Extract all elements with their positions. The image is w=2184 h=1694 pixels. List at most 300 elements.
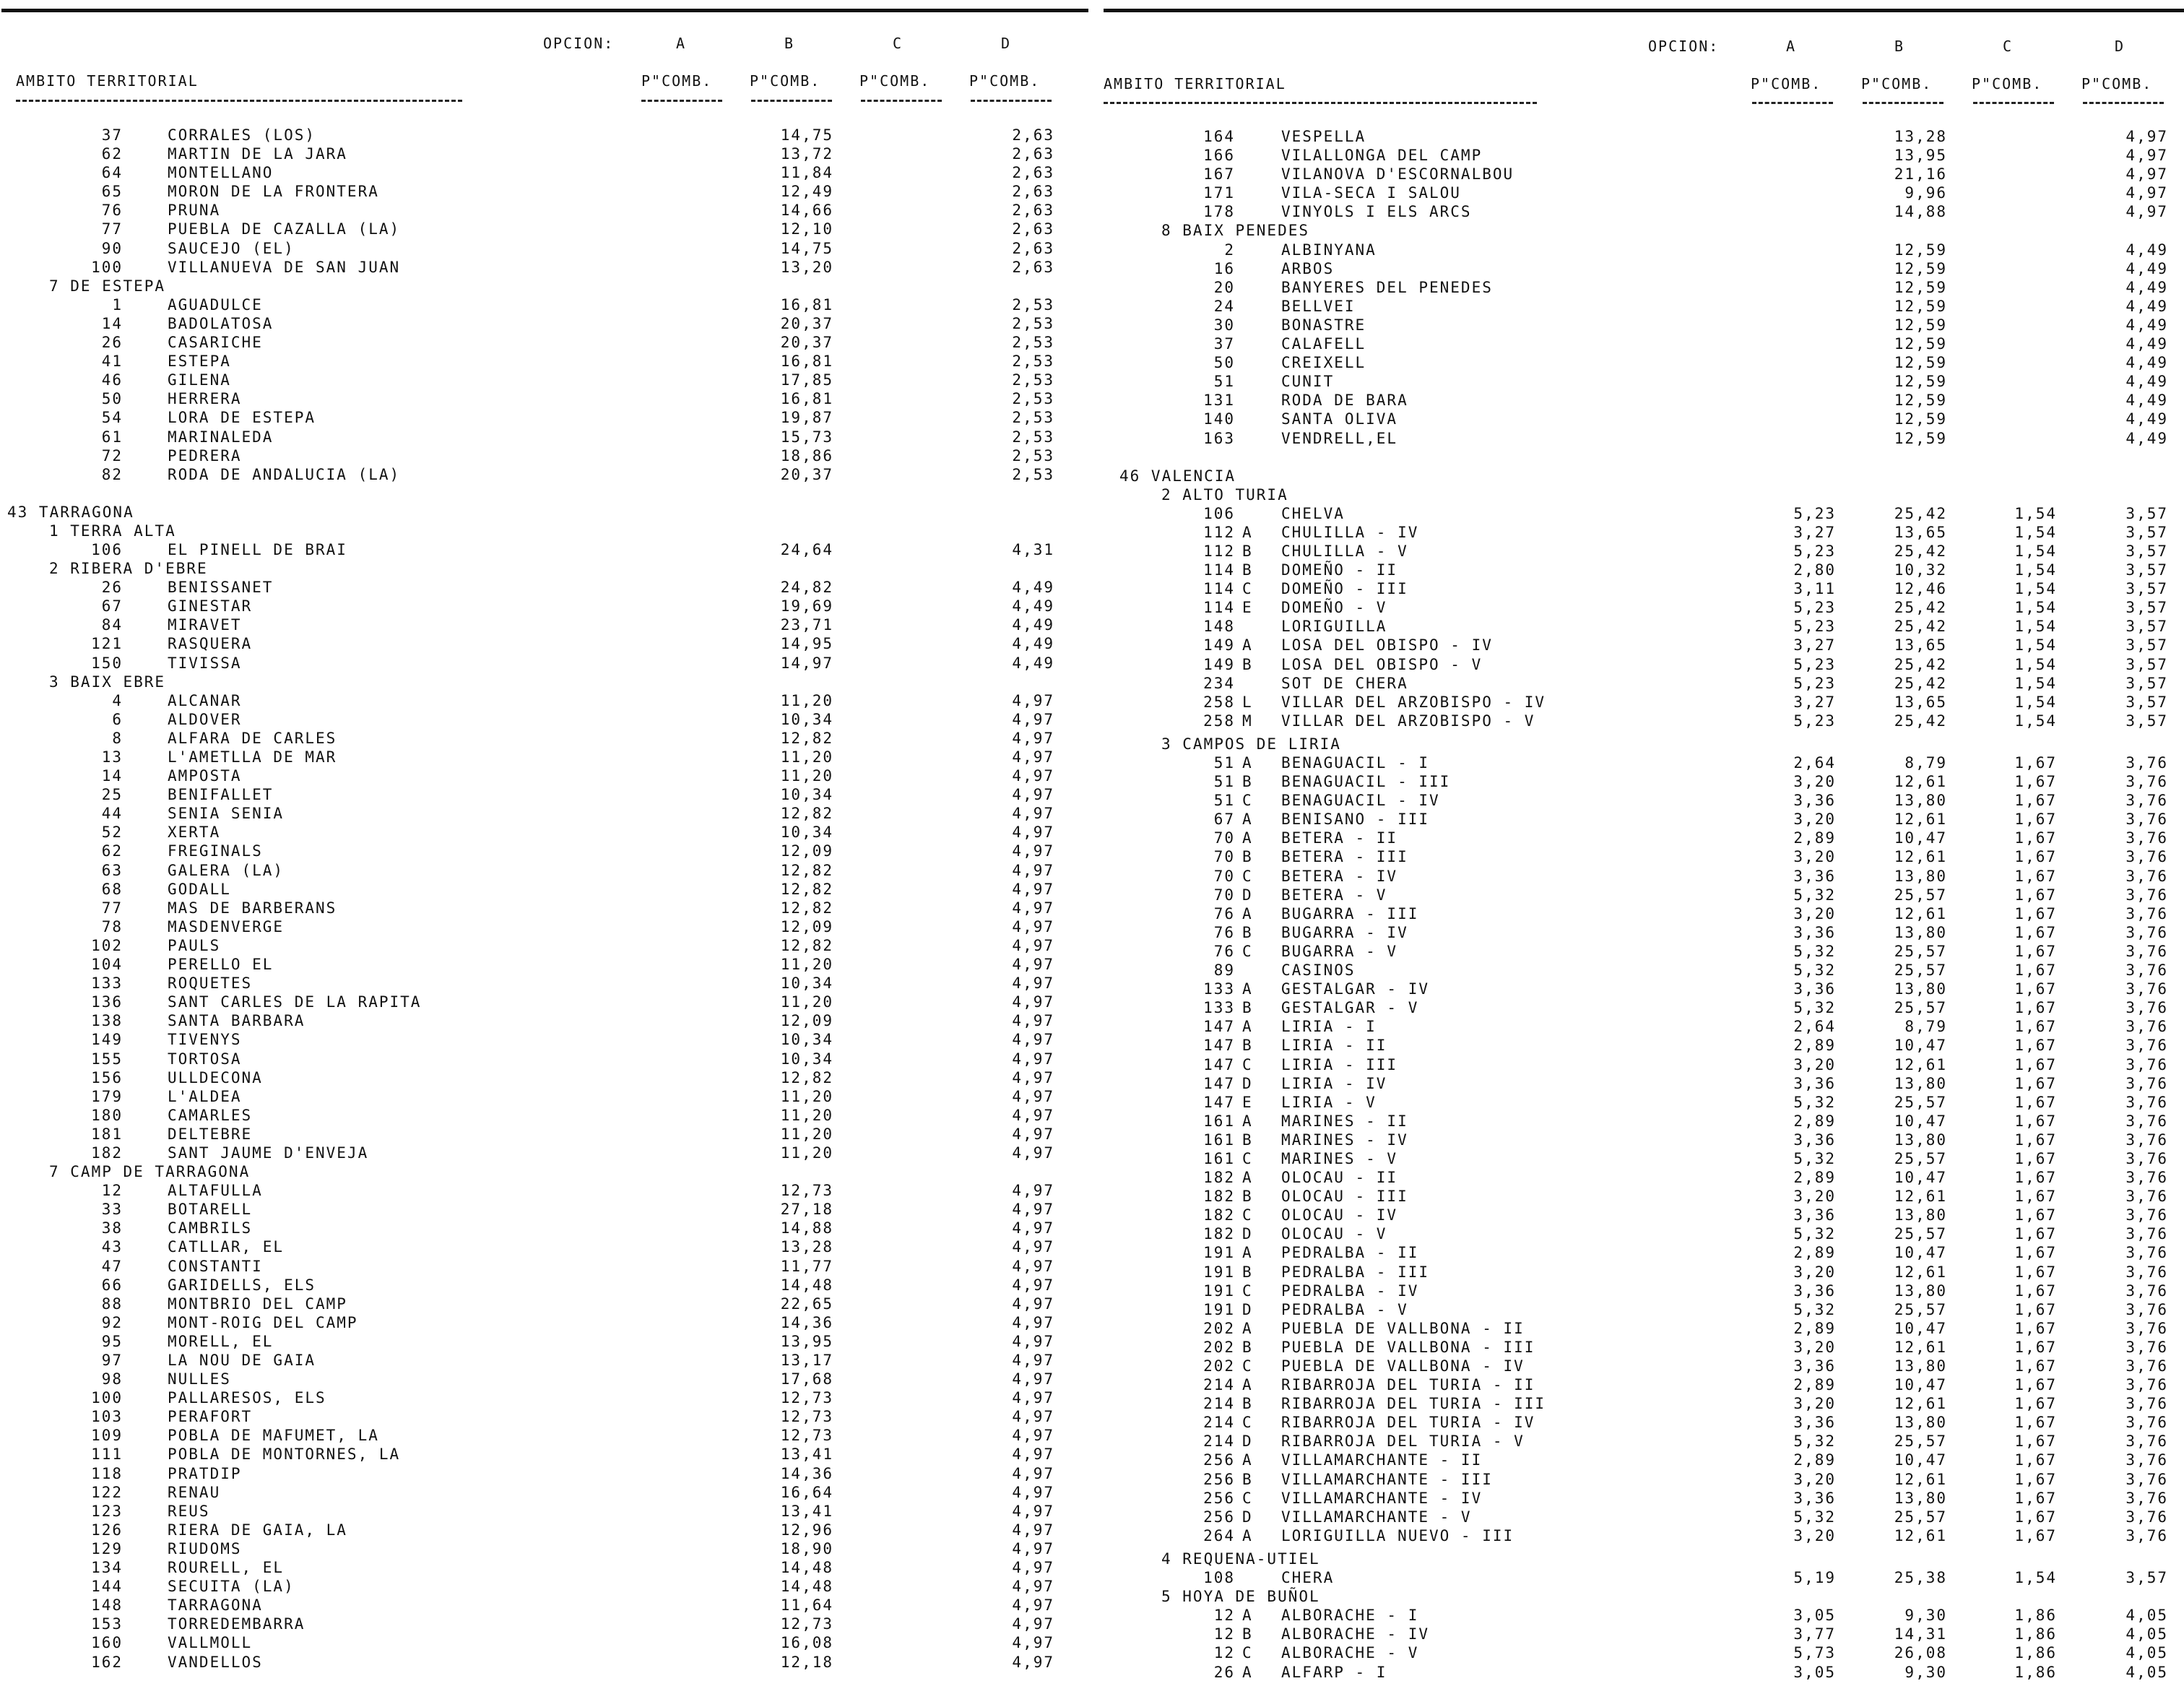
table-row: [0, 1011, 1092, 1030]
municipality-name: SANT CARLES DE LA RAPITA: [168, 993, 422, 1011]
municipality-name: LORA DE ESTEPA: [168, 409, 316, 427]
value-d: 3,76: [2126, 999, 2168, 1017]
value-b: 9,96: [1904, 184, 1947, 202]
value-b: 12,61: [1894, 1055, 1947, 1073]
municipality-code: 182: [1203, 1169, 1235, 1187]
municipality-name: FREGINALS: [168, 842, 263, 860]
value-b: 14,75: [780, 126, 833, 144]
municipality-name: ALBINYANA: [1281, 241, 1377, 259]
code-suffix: B: [1242, 655, 1253, 673]
municipality-name: MARINES - II: [1281, 1112, 1408, 1130]
value-a: 2,64: [1793, 754, 1836, 772]
municipality-code: 51: [1213, 773, 1235, 791]
value-d: 3,76: [2126, 1131, 2168, 1149]
municipality-code: 30: [1213, 316, 1235, 334]
municipality-code: 50: [1213, 354, 1235, 372]
municipality-code: 149: [91, 1031, 123, 1049]
municipality-name: POBLA DE MAFUMET, LA: [168, 1427, 379, 1445]
table-row: [1092, 617, 2184, 636]
municipality-code: 109: [91, 1427, 123, 1445]
value-d: 2,63: [1012, 145, 1054, 163]
value-d: 3,76: [2126, 1319, 2168, 1337]
table-row: [0, 691, 1092, 710]
municipality-name: RIBARROJA DEL TURIA - III: [1281, 1395, 1546, 1413]
municipality-code: 24: [1213, 297, 1235, 315]
value-a: 3,27: [1793, 693, 1836, 711]
option-d-label: D: [2114, 38, 2125, 55]
value-c: 1,54: [2014, 636, 2057, 654]
municipality-name: BETERA - II: [1281, 829, 1398, 847]
table-row: [0, 1087, 1092, 1106]
municipality-name: L'ALDEA: [168, 1087, 242, 1105]
comarca-heading: [1092, 735, 2184, 753]
value-a: 5,23: [1793, 655, 1836, 673]
value-b: 12,61: [1894, 1263, 1947, 1281]
municipality-name: DOMEÑO - III: [1281, 580, 1408, 598]
municipality-name: RASQUERA: [168, 635, 253, 653]
value-d: 3,76: [2126, 1112, 2168, 1130]
value-c: 1,54: [2014, 542, 2057, 560]
municipality-name: PALLARESOS, ELS: [168, 1389, 326, 1407]
table-row: [0, 1615, 1092, 1633]
table-row: [1092, 772, 2184, 791]
value-d: 2,53: [1012, 295, 1054, 314]
value-d: 3,76: [2126, 1169, 2168, 1187]
value-c: 1,54: [2014, 693, 2057, 711]
value-b: 12,61: [1894, 811, 1947, 829]
municipality-code: 12: [101, 1182, 123, 1200]
table-row: [0, 408, 1092, 427]
table-row: [0, 842, 1092, 860]
municipality-name: TIVISSA: [168, 654, 242, 672]
value-c: 1,54: [2014, 580, 2057, 598]
municipality-code: 123: [91, 1502, 123, 1520]
value-b: 12,61: [1894, 1338, 1947, 1356]
table-row: [1092, 297, 2184, 316]
value-b: 11,20: [780, 748, 833, 766]
municipality-name: MONTBRIO DEL CAMP: [168, 1295, 347, 1313]
value-b: 25,42: [1894, 655, 1947, 673]
value-c: 1,54: [2014, 1569, 2057, 1587]
table-row: [1092, 1568, 2184, 1587]
value-d: 2,63: [1012, 220, 1054, 238]
value-d: 4,97: [1012, 1201, 1054, 1219]
code-suffix: A: [1242, 1112, 1253, 1130]
table-row: [0, 446, 1092, 465]
municipality-name: BETERA - III: [1281, 848, 1408, 866]
value-d: 2,53: [1012, 446, 1054, 464]
value-b: 16,81: [780, 295, 833, 314]
value-d: 3,57: [2126, 1569, 2168, 1587]
table-row: [0, 1276, 1092, 1295]
value-b: 12,09: [780, 917, 833, 935]
table-row: [1092, 165, 2184, 183]
municipality-name: MARINES - IV: [1281, 1131, 1408, 1149]
value-d: 4,97: [1012, 899, 1054, 917]
value-a: 3,36: [1793, 867, 1836, 885]
municipality-name: BUGARRA - IV: [1281, 923, 1408, 941]
value-d: 4,49: [2126, 410, 2168, 428]
value-b: 12,61: [1894, 1188, 1947, 1206]
value-d: 3,76: [2126, 1149, 2168, 1167]
value-d: 3,76: [2126, 904, 2168, 922]
value-d: 4,49: [2126, 241, 2168, 259]
value-d: 3,76: [2126, 1432, 2168, 1451]
value-b: 13,72: [780, 145, 833, 163]
municipality-code: 106: [91, 540, 123, 558]
municipality-name: LOSA DEL OBISPO - V: [1281, 655, 1483, 673]
code-suffix: C: [1242, 1357, 1253, 1375]
table-row: [1092, 259, 2184, 278]
municipality-code: 88: [101, 1295, 123, 1313]
municipality-name: DOMEÑO - II: [1281, 561, 1398, 579]
value-b: 16,64: [780, 1483, 833, 1501]
table-row: [0, 465, 1092, 484]
municipality-name: GODALL: [168, 880, 231, 898]
value-d: 4,97: [1012, 710, 1054, 728]
col-c-header: P"COMB.: [859, 72, 931, 90]
value-b: 8,79: [1904, 754, 1947, 772]
value-b: 10,47: [1894, 1244, 1947, 1262]
value-d: 3,57: [2126, 504, 2168, 522]
value-b: 12,82: [780, 729, 833, 747]
table-row: [0, 955, 1092, 974]
municipality-name: PEDRALBA - V: [1281, 1300, 1408, 1318]
section-spacer: [0, 484, 1092, 503]
municipality-code: 164: [1203, 128, 1235, 145]
table-row: [0, 1125, 1092, 1144]
table-row: [1092, 886, 2184, 904]
municipality-name: PUEBLA DE CAZALLA (LA): [168, 220, 401, 238]
municipality-name: OLOCAU - V: [1281, 1225, 1387, 1243]
municipality-code: 258: [1203, 712, 1235, 730]
municipality-code: 147: [1203, 1018, 1235, 1036]
ambito-territorial-header: AMBITO TERRITORIAL: [16, 72, 199, 90]
municipality-code: 264: [1203, 1526, 1235, 1544]
value-c: 1,54: [2014, 674, 2057, 692]
municipality-code: 6: [112, 710, 123, 728]
value-b: 13,65: [1894, 523, 1947, 541]
value-b: 12,18: [780, 1653, 833, 1671]
table-row: [0, 1313, 1092, 1332]
municipality-code: 122: [91, 1483, 123, 1501]
table-row: [0, 126, 1092, 144]
value-b: 11,64: [780, 1596, 833, 1615]
table-row: [0, 1426, 1092, 1445]
value-b: 24,82: [780, 579, 833, 597]
municipality-name: RIBARROJA DEL TURIA - II: [1281, 1376, 1535, 1394]
comarca-label: 2 RIBERA D'EBRE: [49, 560, 208, 578]
municipality-name: BUGARRA - V: [1281, 942, 1398, 960]
value-b: 25,42: [1894, 542, 1947, 560]
value-c: 1,67: [2014, 1149, 2057, 1167]
municipality-code: 160: [91, 1634, 123, 1652]
municipality-code: 90: [101, 239, 123, 257]
municipality-name: PEDRERA: [168, 446, 242, 464]
table-row: [0, 1351, 1092, 1370]
value-b: 25,42: [1894, 674, 1947, 692]
value-d: 3,76: [2126, 1526, 2168, 1544]
municipality-name: GESTALGAR - V: [1281, 999, 1419, 1017]
table-row: [0, 993, 1092, 1011]
ambito-territorial-header: AMBITO TERRITORIAL: [1104, 75, 1286, 92]
value-d: 4,97: [1012, 1408, 1054, 1426]
code-suffix: A: [1242, 636, 1253, 654]
municipality-code: 140: [1203, 410, 1235, 428]
value-d: 3,76: [2126, 980, 2168, 998]
code-suffix: E: [1242, 1093, 1253, 1111]
value-d: 4,49: [1012, 579, 1054, 597]
municipality-code: 147: [1203, 1055, 1235, 1073]
value-b: 23,71: [780, 616, 833, 634]
municipality-name: BENAGUACIL - I: [1281, 754, 1430, 772]
value-b: 14,97: [780, 654, 833, 672]
value-d: 4,05: [2126, 1625, 2168, 1643]
col-c-underline: [861, 100, 942, 102]
municipality-code: 202: [1203, 1357, 1235, 1375]
value-d: 4,97: [1012, 917, 1054, 935]
municipality-name: MARTIN DE LA JARA: [168, 145, 347, 163]
code-suffix: A: [1242, 811, 1253, 829]
municipality-code: 97: [101, 1352, 123, 1369]
value-c: 1,67: [2014, 1093, 2057, 1111]
value-a: 3,20: [1793, 904, 1836, 922]
value-b: 22,65: [780, 1295, 833, 1313]
table-row: [0, 804, 1092, 823]
value-a: 2,80: [1793, 561, 1836, 579]
table-row: [0, 1464, 1092, 1483]
table-row: [0, 1332, 1092, 1351]
municipality-name: BOTARELL: [168, 1201, 253, 1219]
municipality-code: 182: [91, 1144, 123, 1162]
table-row: [0, 1030, 1092, 1049]
province-label: 46 VALENCIA: [1119, 467, 1236, 485]
municipality-code: 33: [101, 1201, 123, 1219]
value-d: 4,49: [1012, 597, 1054, 615]
municipality-name: RENAU: [168, 1483, 221, 1501]
municipality-name: SANTA BARBARA: [168, 1012, 306, 1030]
municipality-name: GILENA: [168, 371, 231, 389]
municipality-code: 37: [1213, 335, 1235, 353]
municipality-code: 156: [91, 1068, 123, 1086]
value-d: 4,97: [1012, 1653, 1054, 1671]
value-b: 13,41: [780, 1445, 833, 1464]
value-d: 2,63: [1012, 164, 1054, 182]
municipality-name: LIRIA - II: [1281, 1037, 1387, 1055]
comarca-label: 7 CAMP DE TARRAGONA: [49, 1163, 251, 1181]
municipality-name: LOSA DEL OBISPO - IV: [1281, 636, 1493, 654]
value-c: 1,67: [2014, 1451, 2057, 1469]
municipality-name: BENISSANET: [168, 579, 274, 597]
municipality-code: 54: [101, 409, 123, 427]
municipality-name: MAS DE BARBERANS: [168, 899, 337, 917]
value-b: 12,73: [780, 1182, 833, 1200]
value-b: 16,81: [780, 353, 833, 371]
value-c: 1,67: [2014, 792, 2057, 810]
value-b: 12,73: [780, 1389, 833, 1407]
value-d: 4,97: [1012, 936, 1054, 954]
value-b: 10,34: [780, 975, 833, 993]
municipality-name: CORRALES (LOS): [168, 126, 316, 144]
municipality-code: 182: [1203, 1206, 1235, 1224]
value-c: 1,67: [2014, 1300, 2057, 1318]
value-d: 4,49: [2126, 278, 2168, 296]
value-b: 12,59: [1894, 297, 1947, 315]
value-a: 3,36: [1793, 1206, 1836, 1224]
municipality-name: GALERA (LA): [168, 861, 285, 879]
municipality-name: TARRAGONA: [168, 1596, 263, 1615]
right-table-body: [1092, 127, 2184, 1682]
code-suffix: D: [1242, 1432, 1253, 1451]
value-b: 14,36: [780, 1464, 833, 1482]
value-c: 1,86: [2014, 1644, 2057, 1662]
table-row: [1092, 1432, 2184, 1451]
value-d: 4,97: [1012, 842, 1054, 860]
municipality-code: 121: [91, 635, 123, 653]
table-row: [0, 578, 1092, 597]
value-b: 14,88: [1894, 203, 1947, 221]
value-c: 1,67: [2014, 1018, 2057, 1036]
value-c: 1,67: [2014, 754, 2057, 772]
value-b: 21,16: [1894, 165, 1947, 183]
table-row: [1092, 241, 2184, 259]
value-b: 14,88: [780, 1219, 833, 1237]
municipality-name: ALDOVER: [168, 710, 242, 728]
municipality-name: MONTELLANO: [168, 164, 274, 182]
comarca-label: 1 TERRA ALTA: [49, 522, 176, 540]
municipality-name: RIBARROJA DEL TURIA - V: [1281, 1432, 1525, 1451]
municipality-name: GINESTAR: [168, 597, 253, 615]
municipality-code: 92: [101, 1313, 123, 1331]
municipality-name: VALLMOLL: [168, 1634, 253, 1652]
municipality-name: OLOCAU - III: [1281, 1188, 1408, 1206]
table-row: [1092, 1319, 2184, 1338]
table-row: [1092, 1168, 2184, 1187]
municipality-code: 70: [1213, 829, 1235, 847]
value-d: 4,97: [1012, 767, 1054, 785]
value-b: 25,57: [1894, 1093, 1947, 1111]
value-d: 3,76: [2126, 923, 2168, 941]
value-d: 3,76: [2126, 1018, 2168, 1036]
municipality-code: 114: [1203, 561, 1235, 579]
value-d: 4,97: [1012, 1332, 1054, 1350]
municipality-code: 114: [1203, 599, 1235, 617]
code-suffix: C: [1242, 580, 1253, 598]
value-b: 13,28: [1894, 128, 1947, 145]
municipality-name: CONSTANTI: [168, 1257, 263, 1275]
table-row: [1092, 942, 2184, 961]
municipality-name: DELTEBRE: [168, 1125, 253, 1143]
value-d: 2,53: [1012, 465, 1054, 483]
municipality-code: 38: [101, 1219, 123, 1237]
municipality-name: OLOCAU - IV: [1281, 1206, 1398, 1224]
value-a: 2,89: [1793, 1376, 1836, 1394]
value-b: 25,57: [1894, 999, 1947, 1017]
municipality-code: 89: [1213, 961, 1235, 980]
table-row: [1092, 693, 2184, 712]
municipality-code: 47: [101, 1257, 123, 1275]
comarca-label: 7 DE ESTEPA: [49, 277, 166, 295]
table-row: [1092, 1338, 2184, 1357]
municipality-code: 67: [1213, 811, 1235, 829]
value-c: 1,67: [2014, 1526, 2057, 1544]
municipality-code: 26: [1213, 1663, 1235, 1681]
municipality-name: LA NOU DE GAIA: [168, 1352, 316, 1369]
value-d: 4,97: [1012, 993, 1054, 1011]
value-d: 4,97: [2126, 203, 2168, 221]
value-d: 2,63: [1012, 202, 1054, 220]
table-row: [0, 1521, 1092, 1539]
code-suffix: A: [1242, 904, 1253, 922]
municipality-code: 76: [1213, 942, 1235, 960]
table-row: [1092, 542, 2184, 561]
municipality-code: 50: [101, 390, 123, 408]
value-d: 4,49: [1012, 616, 1054, 634]
value-a: 3,20: [1793, 1055, 1836, 1073]
value-a: 5,23: [1793, 504, 1836, 522]
table-row: [1092, 791, 2184, 810]
municipality-name: CUNIT: [1281, 373, 1335, 391]
value-a: 3,36: [1793, 1074, 1836, 1092]
value-d: 4,49: [2126, 335, 2168, 353]
col-c-underline: [1973, 102, 2054, 104]
municipality-name: PUEBLA DE VALLBONA - IV: [1281, 1357, 1525, 1375]
comarca-heading: [1092, 221, 2184, 240]
value-a: 3,20: [1793, 773, 1836, 791]
value-d: 3,57: [2126, 618, 2168, 636]
option-a-label: A: [675, 35, 686, 52]
value-d: 4,05: [2126, 1663, 2168, 1681]
municipality-code: 25: [101, 786, 123, 804]
value-d: 3,76: [2126, 1508, 2168, 1526]
table-row: [0, 597, 1092, 615]
value-d: 4,49: [2126, 259, 2168, 277]
municipality-name: CAMARLES: [168, 1106, 253, 1124]
municipality-name: RODA DE ANDALUCIA (LA): [168, 465, 401, 483]
col-a-underline: [641, 100, 722, 102]
value-a: 3,36: [1793, 980, 1836, 998]
value-b: 12,82: [780, 899, 833, 917]
value-c: 1,67: [2014, 980, 2057, 998]
value-b: 12,09: [780, 1012, 833, 1030]
value-c: 1,86: [2014, 1663, 2057, 1681]
value-d: 3,76: [2126, 1376, 2168, 1394]
municipality-code: 51: [1213, 792, 1235, 810]
value-b: 12,49: [780, 183, 833, 201]
municipality-code: 65: [101, 183, 123, 201]
municipality-name: ALFARA DE CARLES: [168, 729, 337, 747]
municipality-name: ESTEPA: [168, 353, 231, 371]
value-b: 12,59: [1894, 259, 1947, 277]
value-b: 13,95: [780, 1332, 833, 1350]
table-row: [1092, 867, 2184, 886]
value-b: 14,75: [780, 239, 833, 257]
value-d: 4,05: [2126, 1607, 2168, 1625]
value-a: 3,77: [1793, 1625, 1836, 1643]
code-suffix: C: [1242, 1644, 1253, 1662]
value-d: 4,97: [1012, 861, 1054, 879]
left-table-body: [0, 126, 1092, 1672]
value-d: 4,49: [1012, 635, 1054, 653]
municipality-name: NULLES: [168, 1370, 231, 1388]
table-row: [0, 766, 1092, 785]
value-b: 25,57: [1894, 1300, 1947, 1318]
value-b: 13,80: [1894, 1074, 1947, 1092]
value-a: 5,32: [1793, 999, 1836, 1017]
table-row: [1092, 579, 2184, 598]
col-a-header: P"COMB.: [641, 72, 713, 90]
municipality-name: MORELL, EL: [168, 1332, 274, 1350]
